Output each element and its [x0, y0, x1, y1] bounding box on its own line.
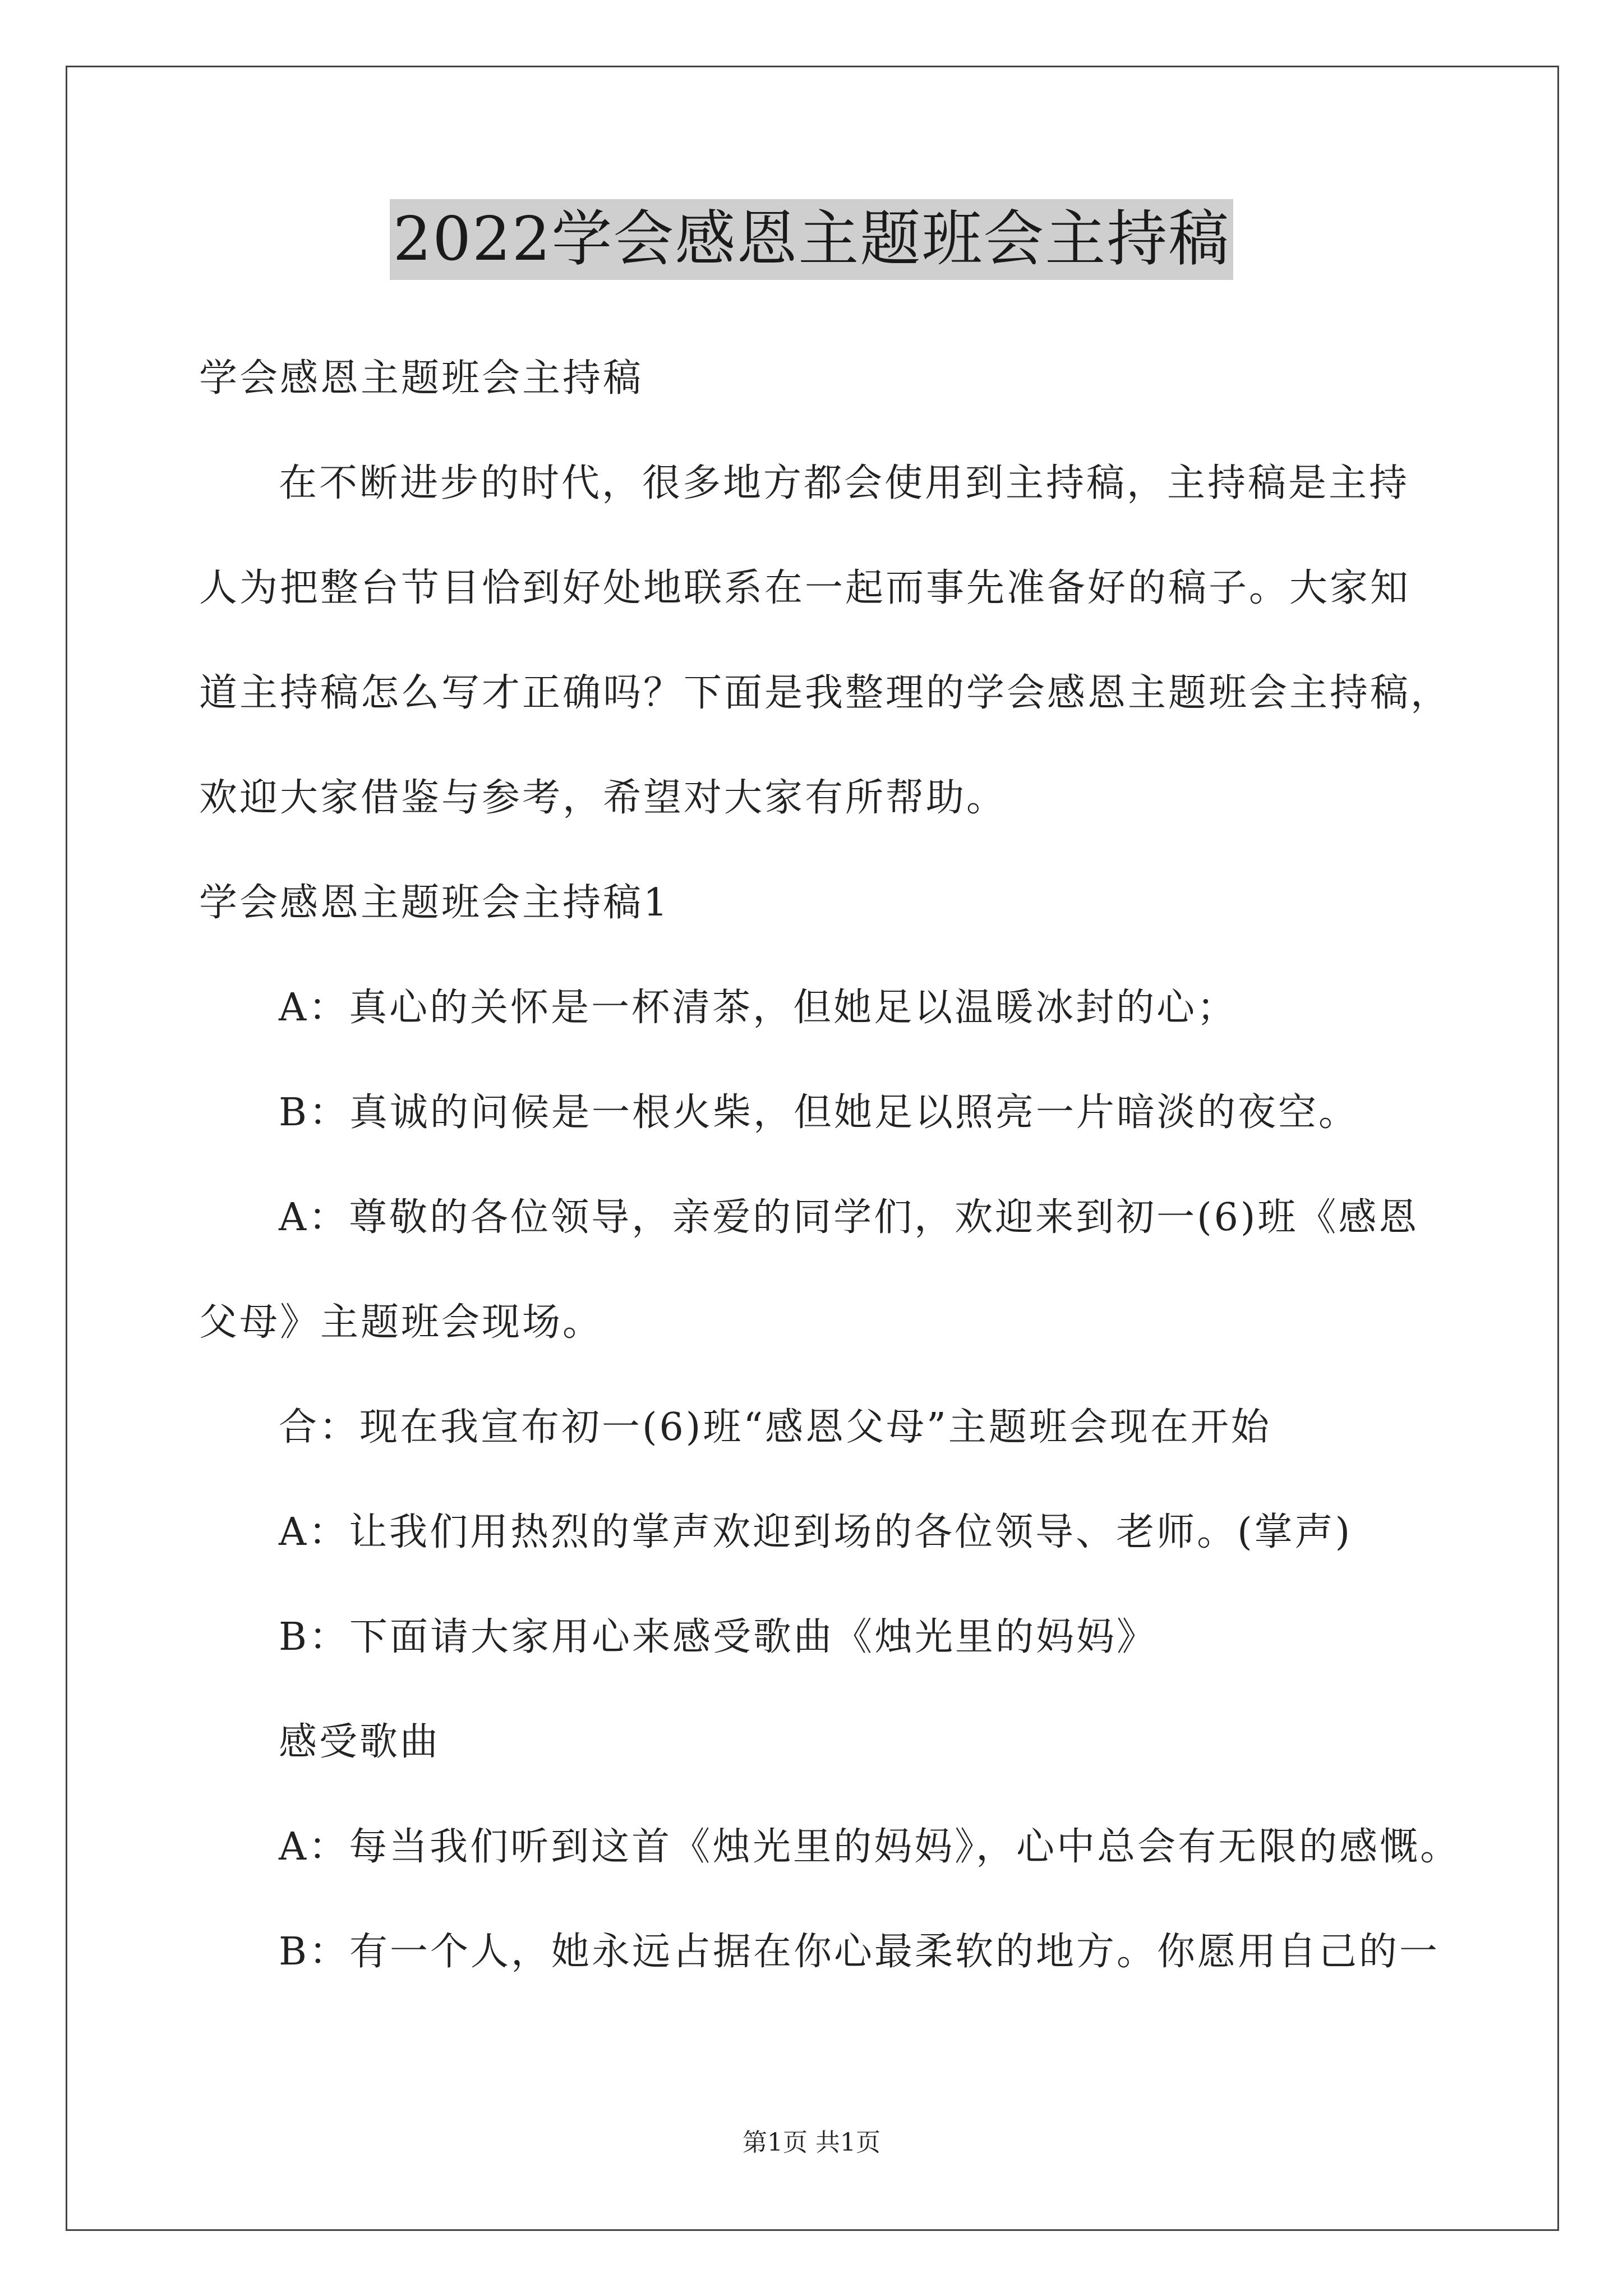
section-heading: 学会感恩主题班会主持稿1	[199, 881, 670, 925]
body-line: B：真诚的问候是一根火柴，但她足以照亮一片暗淡的夜空。	[279, 1091, 1359, 1135]
body-line: A：让我们用热烈的掌声欢迎到场的各位领导、老师。(掌声)	[279, 1510, 1353, 1554]
body-line: 合：现在我宣布初一(6)班“感恩父母”主题班会现在开始	[279, 1405, 1271, 1450]
page-footer: 第1页 共1页	[743, 2128, 880, 2157]
intro-line: 道主持稿怎么写才正确吗？下面是我整理的学会感恩主题班会主持稿，	[199, 671, 1451, 715]
body-line: A：每当我们听到这首《烛光里的妈妈》，心中总会有无限的感慨。	[279, 1825, 1461, 1869]
body-line: 父母》主题班会现场。	[199, 1300, 603, 1345]
intro-line: 人为把整台节目恰到好处地联系在一起而事先准备好的稿子。大家知	[199, 566, 1411, 610]
subtitle: 学会感恩主题班会主持稿	[199, 356, 644, 401]
intro-line: 欢迎大家借鉴与参考，希望对大家有所帮助。	[199, 776, 1007, 820]
body-line: B：有一个人，她永远占据在你心最柔软的地方。你愿用自己的一	[279, 1930, 1440, 1974]
document-title: 2022学会感恩主题班会主持稿	[390, 199, 1234, 280]
body-line: 感受歌曲	[279, 1720, 441, 1764]
body-line: B：下面请大家用心来感受歌曲《烛光里的妈妈》	[279, 1615, 1157, 1659]
title-container	[0, 199, 1623, 280]
body-line: A：尊敬的各位领导，亲爱的同学们，欢迎来到初一(6)班《感恩	[279, 1195, 1419, 1240]
intro-line: 在不断进步的时代，很多地方都会使用到主持稿，主持稿是主持	[279, 461, 1410, 505]
body-line: A：真心的关怀是一杯清茶，但她足以温暖冰封的心；	[279, 986, 1238, 1030]
